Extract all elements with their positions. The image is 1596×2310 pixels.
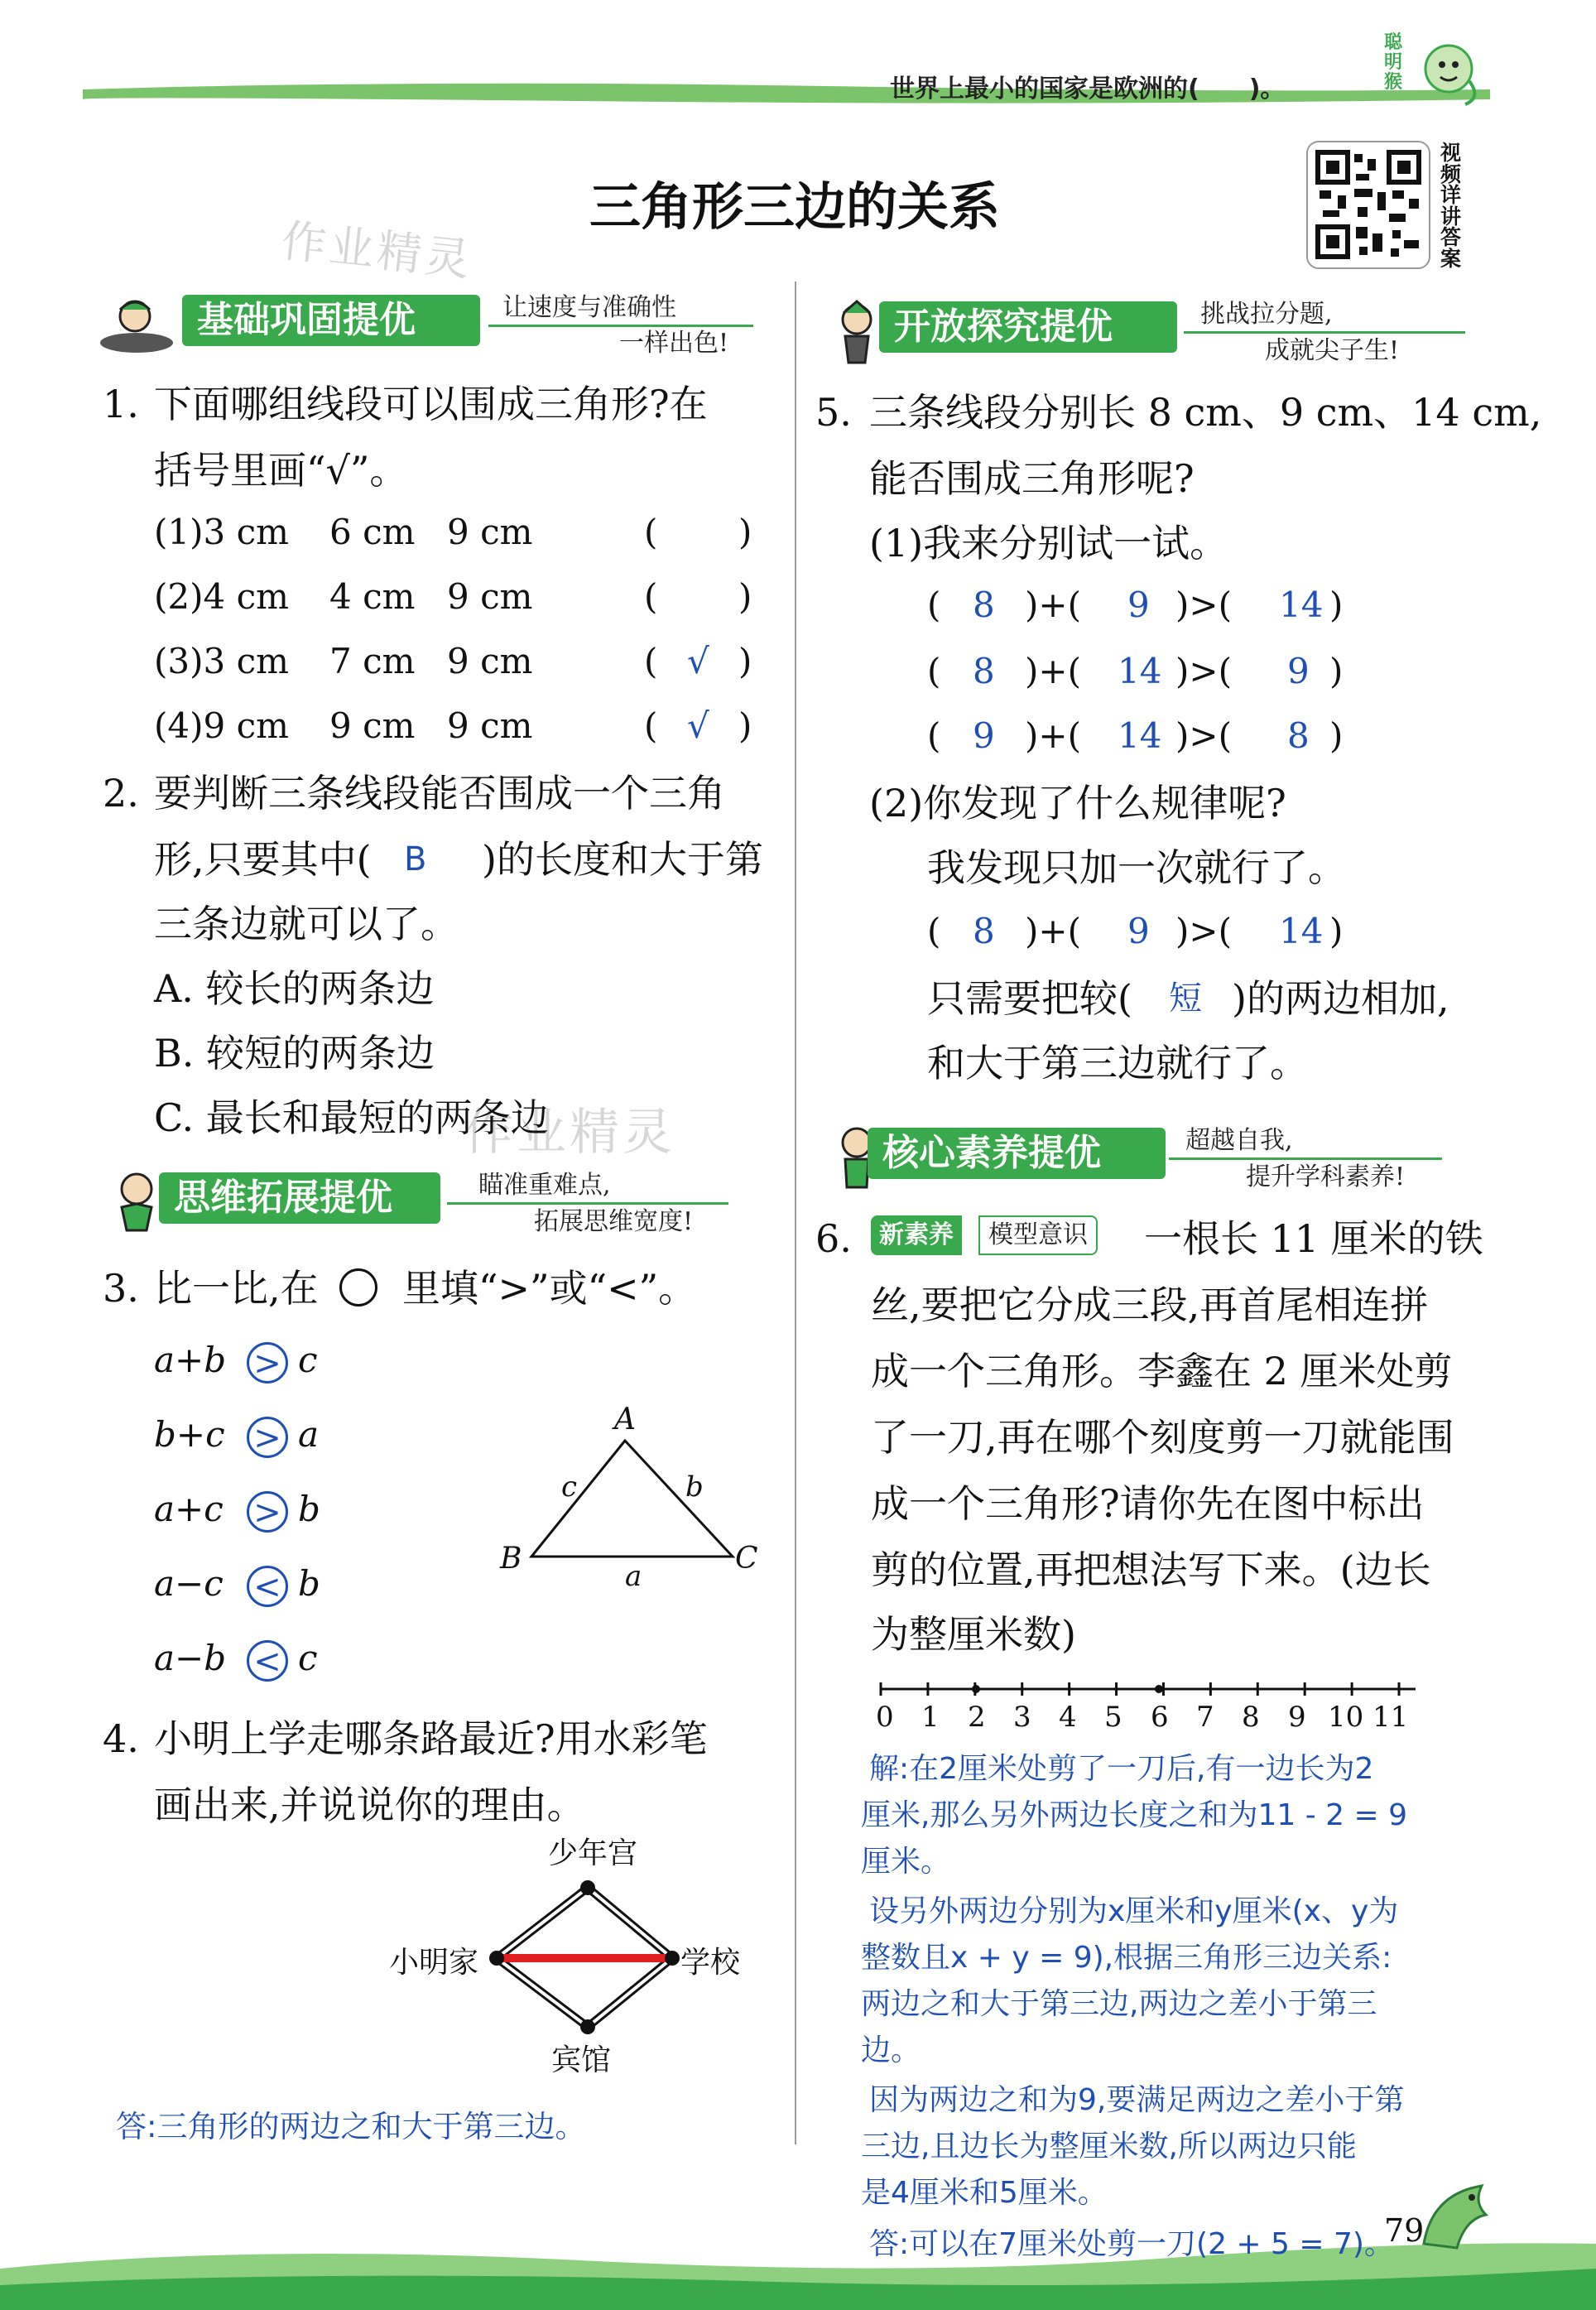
question-text: 和大于第三边就行了。: [927, 1041, 1308, 1085]
paren: (: [927, 585, 941, 625]
compare-left: a−b: [154, 1638, 227, 1678]
answer-line: 两边之和大于第三边,两边之差小于第三: [861, 1987, 1377, 2021]
question-text: 三条边就可以了。: [154, 902, 459, 946]
option-label: (1)3 cm: [154, 512, 289, 552]
paren: ): [1329, 585, 1344, 625]
question-text: 我发现只加一次就行了。: [927, 845, 1346, 890]
answer-line: 是4厘米和5厘米。: [861, 2176, 1108, 2210]
section-note: 提升学科素养!: [1246, 1162, 1406, 1191]
section-note: 挑战拉分题,: [1200, 300, 1333, 329]
question-text: 里填“>”或“<”。: [402, 1266, 697, 1311]
question-text: )的长度和大于第: [482, 837, 763, 882]
answer-line: 整数且x + y = 9),根据三角形三边关系:: [861, 1941, 1392, 1975]
answer-paren: (: [644, 641, 658, 681]
section-note: 成就尖子生!: [1265, 336, 1400, 365]
choice-item: B. 较短的两条边: [154, 1031, 435, 1076]
operator: )>(: [1175, 715, 1232, 756]
answer-line: 三边,且边长为整厘米数,所以两边只能: [861, 2130, 1357, 2163]
paren: (: [927, 911, 941, 951]
answer-line: 设另外两边分别为x厘米和y厘米(x、y为: [869, 1894, 1399, 1928]
question-text: 要判断三条线段能否围成一个三角: [154, 771, 725, 816]
map-label: 少年宫: [548, 1836, 638, 1870]
section-note: 拓展思维宽度!: [534, 1207, 694, 1236]
section-title-open: 开放探究提优: [879, 301, 1177, 353]
compare-left: a+c: [154, 1489, 224, 1529]
mascot-icon: [95, 291, 178, 358]
answer-line: 厘米,那么另外两边长度之和为11 - 2 = 9: [861, 1798, 1407, 1832]
question-number: 2.: [103, 771, 139, 816]
option-value: 9 cm: [447, 641, 533, 681]
question-number: 6.: [815, 1216, 852, 1261]
empty-circle-icon: [339, 1268, 377, 1307]
section-underline: [488, 325, 753, 327]
question-number: 5.: [815, 390, 852, 435]
map-label: 小明家: [389, 1946, 479, 1980]
answer-value: 14: [1118, 651, 1162, 691]
answer-paren: ): [738, 705, 752, 746]
operator: )>(: [1175, 911, 1232, 951]
question-text: 成一个三角形。李鑫在 2 厘米处剪: [871, 1349, 1453, 1393]
section-title-basic: 基础巩固提优: [182, 295, 480, 346]
answer-line: 因为两边之和为9,要满足两边之差小于第: [869, 2083, 1405, 2117]
answer-paren: ): [738, 512, 752, 552]
compare-right: b: [298, 1489, 320, 1529]
option-value: 4 cm: [329, 576, 416, 617]
answer-value: 14: [1279, 911, 1324, 951]
ruler-label: 9: [1288, 1701, 1306, 1734]
option-label: (3)3 cm: [154, 641, 289, 681]
answer-text: 答:三角形的两边之和大于第三边。: [116, 2109, 586, 2144]
question-subtext: (2)你发现了什么规律呢?: [869, 781, 1286, 825]
answer-value: B: [404, 840, 427, 878]
answer-paren: ): [738, 641, 752, 681]
compare-right: a: [298, 1414, 320, 1455]
watermark: 作业精灵: [278, 214, 476, 286]
page-title: 三角形三边的关系: [589, 176, 1000, 237]
answer-value: 8: [1287, 715, 1310, 756]
question-text: 括号里画“√”。: [154, 448, 408, 493]
compare-sign: >: [247, 1491, 288, 1533]
watermark: 作业精灵: [464, 1104, 675, 1162]
ruler-label: 4: [1059, 1701, 1077, 1734]
operator: )+(: [1025, 715, 1081, 756]
vertex-label: A: [614, 1403, 636, 1437]
section-note: 超越自我,: [1185, 1126, 1293, 1155]
question-text: 丝,要把它分成三段,再首尾相连拼: [871, 1283, 1429, 1327]
compare-left: a−c: [154, 1563, 224, 1604]
section-underline: [447, 1202, 728, 1205]
answer-value: 8: [973, 651, 995, 691]
compare-sign: >: [247, 1417, 288, 1458]
question-text: 画出来,并说说你的理由。: [154, 1783, 585, 1827]
ruler-label: 5: [1104, 1701, 1122, 1734]
column-divider: [795, 282, 796, 2144]
ruler-label: 0: [876, 1701, 894, 1734]
answer-line: 边。: [861, 2033, 921, 2067]
answer-mark: √: [687, 705, 709, 746]
section-underline: [1169, 1157, 1442, 1160]
paren: (: [927, 651, 941, 691]
map-label: 学校: [680, 1946, 741, 1980]
question-number: 3.: [103, 1266, 139, 1311]
question-text: 了一刀,再在哪个刻度剪一刀就能围: [871, 1415, 1454, 1460]
answer-value: 9: [973, 715, 995, 756]
section-title-thinking: 思维拓展提优: [159, 1172, 440, 1224]
question-text: 剪的位置,再把想法写下来。(边长: [871, 1547, 1431, 1592]
ruler-labels: [876, 1701, 1439, 1735]
answer-value: 14: [1279, 585, 1324, 625]
answer-value: 9: [1127, 911, 1150, 951]
question-number: 4.: [103, 1716, 139, 1761]
question-text: 一根长 11 厘米的铁: [1144, 1216, 1483, 1261]
answer-paren: (: [644, 705, 658, 746]
ruler-label: 1: [921, 1701, 940, 1734]
option-value: 9 cm: [447, 705, 533, 746]
question-subtext: (1)我来分别试一试。: [869, 521, 1228, 565]
header-logo-text: 聪明猴: [1384, 32, 1403, 93]
qr-caption: 视频详讲答案: [1440, 141, 1462, 271]
answer-paren: (: [644, 576, 658, 617]
section-underline: [1184, 331, 1465, 334]
operator: )+(: [1025, 651, 1081, 691]
answer-line: 答:可以在7厘米处剪一刀(2 + 5 = 7)。: [869, 2227, 1394, 2261]
answer-value: 短: [1169, 979, 1202, 1018]
operator: )>(: [1175, 585, 1232, 625]
answer-value: 9: [1287, 651, 1310, 691]
side-label: a: [625, 1560, 642, 1593]
operator: )>(: [1175, 651, 1232, 691]
paren: (: [927, 715, 941, 756]
answer-paren: ): [738, 576, 752, 617]
answer-line: 解:在2厘米处剪了一刀后,有一边长为2: [869, 1752, 1374, 1786]
section-title-core: 核心素养提优: [868, 1128, 1166, 1179]
answer-value: 8: [973, 911, 995, 951]
option-value: 6 cm: [329, 512, 416, 552]
section-note: 瞄准重难点,: [478, 1171, 611, 1200]
compare-right: c: [298, 1340, 318, 1380]
map-label: 宾馆: [551, 2043, 612, 2077]
question-text: )的两边相加,: [1232, 976, 1449, 1021]
side-label: b: [685, 1470, 704, 1504]
badge-new: 新素养: [871, 1215, 962, 1255]
answer-value: 14: [1118, 715, 1162, 756]
ruler-label: 2: [968, 1701, 986, 1734]
vertex-label: B: [500, 1542, 522, 1576]
question-number: 1.: [103, 382, 139, 426]
ruler-label: 3: [1013, 1701, 1031, 1734]
paren: ): [1329, 911, 1344, 951]
ruler-label: 11: [1372, 1701, 1409, 1734]
compare-sign: <: [247, 1640, 288, 1682]
answer-paren: (: [644, 512, 658, 552]
side-label: c: [561, 1470, 578, 1504]
question-text: 只需要把较(: [927, 976, 1132, 1021]
question-text: 下面哪组线段可以围成三角形?在: [154, 382, 708, 426]
question-text: 成一个三角形?请你先在图中标出: [871, 1481, 1425, 1526]
answer-value: 8: [973, 585, 995, 625]
paren: ): [1329, 715, 1344, 756]
paren: ): [1329, 651, 1344, 691]
compare-sign: <: [247, 1566, 288, 1607]
question-text: 比一比,在: [154, 1266, 319, 1311]
ruler-label: 7: [1196, 1701, 1214, 1734]
option-value: 9 cm: [329, 705, 416, 746]
compare-sign: >: [247, 1342, 288, 1384]
page-number: 79: [1384, 2212, 1425, 2249]
compare-left: b+c: [154, 1414, 225, 1455]
ruler-label: 8: [1242, 1701, 1260, 1734]
compare-left: a+b: [154, 1340, 227, 1380]
question-text: 能否围成三角形呢?: [869, 456, 1195, 501]
question-text: 形,只要其中(: [154, 837, 372, 882]
question-text: 三条线段分别长 8 cm、9 cm、14 cm,: [869, 390, 1542, 435]
ruler-label: 10: [1328, 1701, 1364, 1734]
operator: )+(: [1025, 585, 1081, 625]
operator: )+(: [1025, 911, 1081, 951]
choice-item: C. 最长和最短的两条边: [154, 1095, 549, 1140]
option-label: (4)9 cm: [154, 705, 289, 746]
choice-item: A. 较长的两条边: [154, 966, 435, 1011]
badge-model: 模型意识: [978, 1215, 1098, 1255]
section-note: 让速度与准确性: [502, 293, 676, 322]
answer-value: 9: [1127, 585, 1150, 625]
option-label: (2)4 cm: [154, 576, 289, 617]
option-value: 9 cm: [447, 576, 533, 617]
vertex-label: C: [735, 1542, 758, 1576]
option-value: 9 cm: [447, 512, 533, 552]
question-text: 小明上学走哪条路最近?用水彩笔: [154, 1716, 708, 1761]
question-text: 为整厘米数): [871, 1612, 1076, 1657]
compare-right: b: [298, 1563, 320, 1604]
section-note: 一样出色!: [619, 329, 729, 358]
qr-code-icon[interactable]: [1306, 141, 1430, 269]
answer-mark: √: [687, 641, 709, 681]
compare-right: c: [298, 1638, 318, 1678]
ruler-label: 6: [1151, 1701, 1169, 1734]
option-value: 7 cm: [329, 641, 416, 681]
route-map: [488, 1863, 704, 2053]
header-fact: 世界上最小的国家是欧洲的( )。: [890, 75, 1286, 103]
answer-line: 厘米。: [861, 1845, 951, 1879]
